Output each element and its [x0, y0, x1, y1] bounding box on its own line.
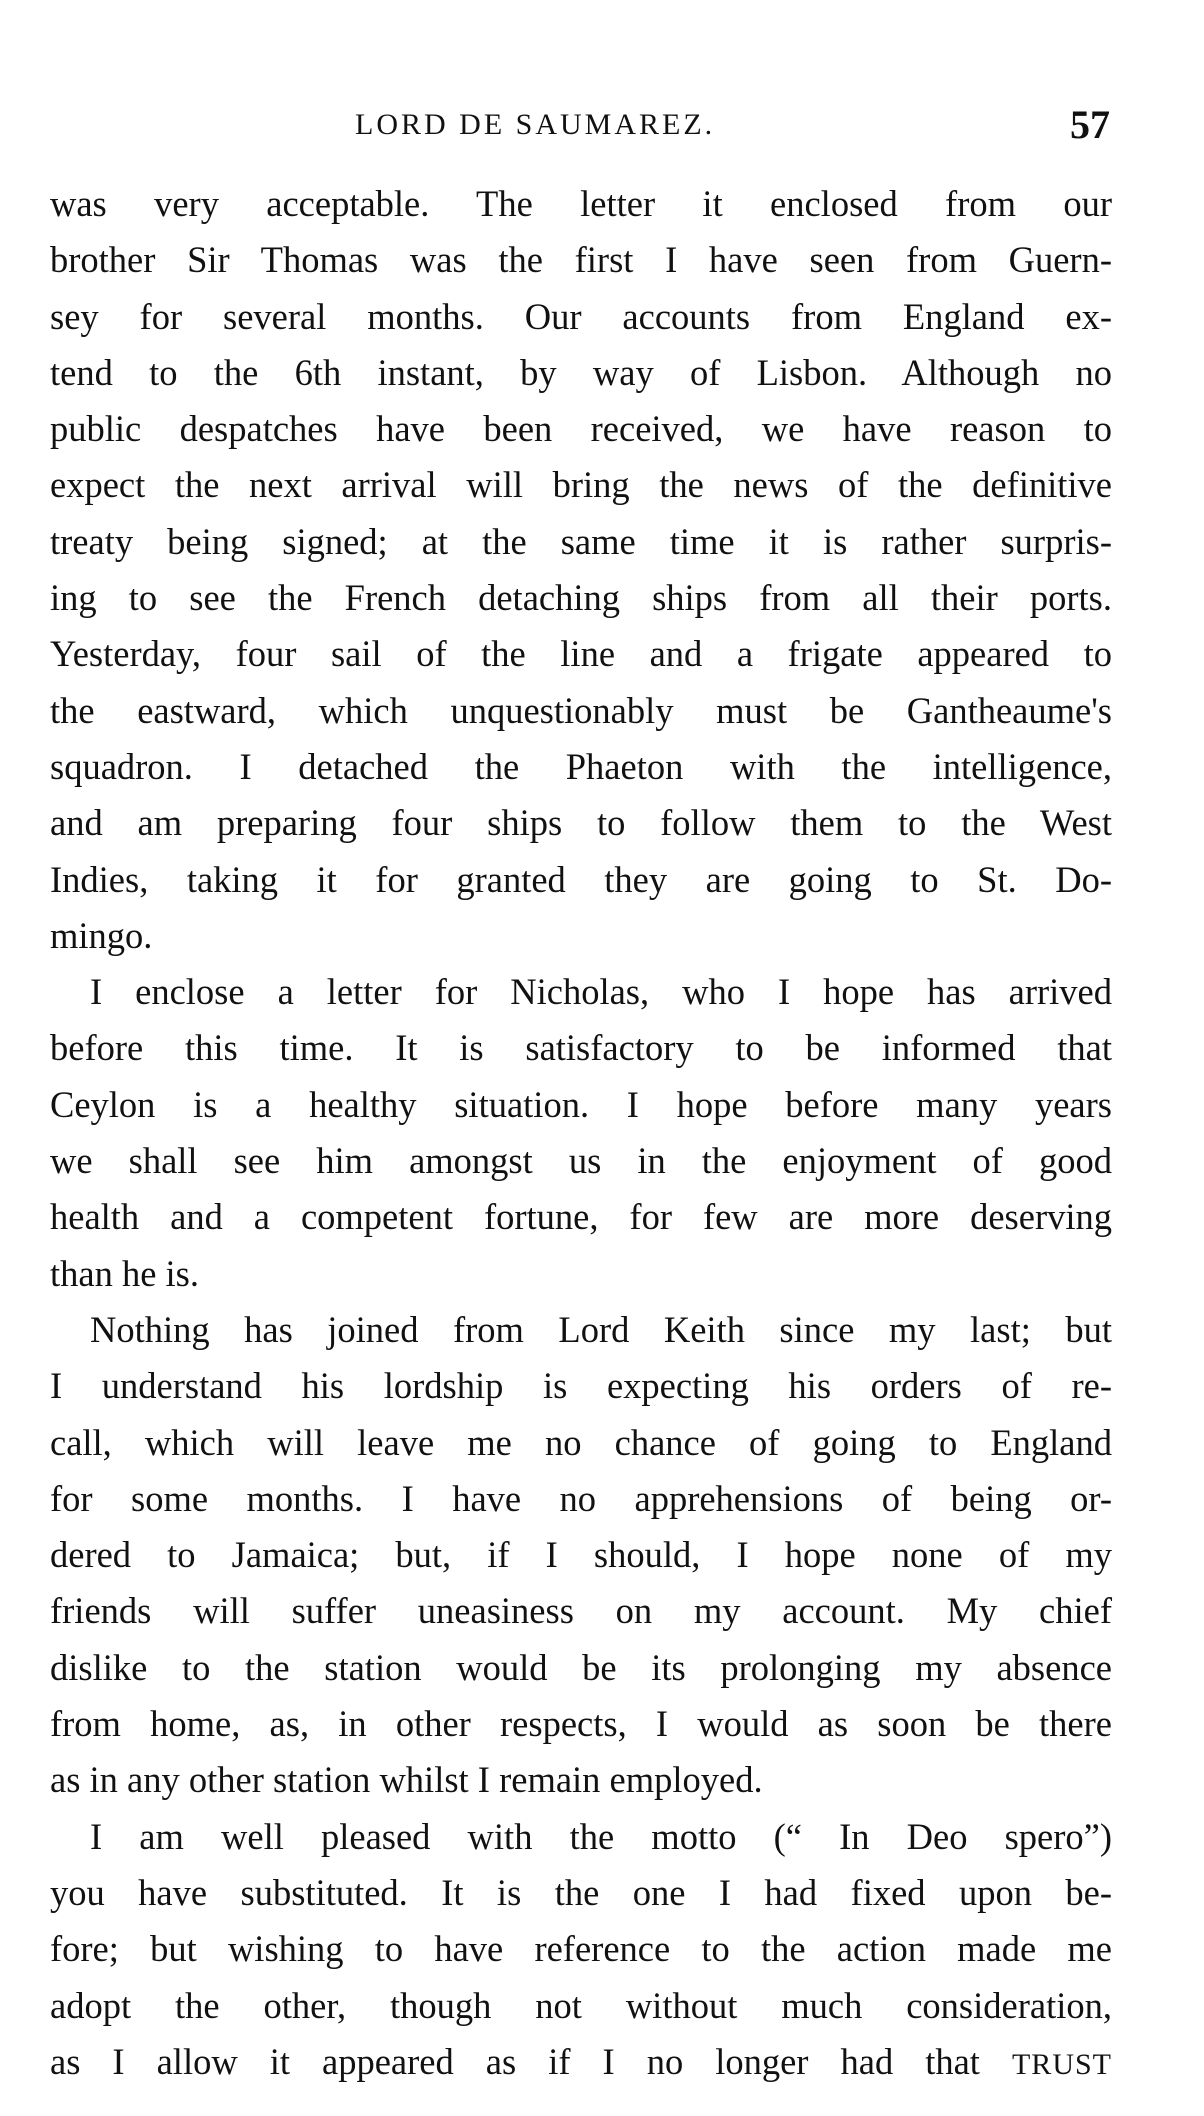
text-line: as in any other station whilst I remain employed.: [50, 1759, 763, 1801]
running-head: LORD DE SAUMAREZ.: [355, 108, 716, 141]
text-line: we shall see him amongst us in the enjoyment of good: [50, 1140, 1112, 1182]
text-line: Nothing has joined from Lord Keith since my last; but: [90, 1308, 1112, 1350]
page-header: [50, 100, 1110, 150]
text-line: health and a competent fortune, for few are more deserving: [50, 1196, 1112, 1238]
text-line: I enclose a letter for Nicholas, who I hope has arrived: [90, 971, 1112, 1013]
text-line: Yesterday, four sail of the line and a frigate appeared to: [50, 633, 1112, 675]
text-line: Indies, taking it for granted they are going to St. Do-: [50, 858, 1112, 900]
text-line: for some months. I have no apprehensions of being or-: [50, 1477, 1112, 1519]
page-number: 57: [1070, 102, 1110, 147]
text-line: the eastward, which unquestionably must be Gantheaume's: [50, 689, 1112, 731]
text-line: I am well pleased with the motto (“ In Deo spero”): [90, 1815, 1112, 1857]
paragraph-1: [50, 176, 1112, 964]
text-line: from home, as, in other respects, I would as soon be there: [50, 1703, 1112, 1745]
text-line: adopt the other, though not without much consideration,: [50, 1984, 1112, 2026]
text-line: dislike to the station would be its prolonging my absence: [50, 1646, 1112, 1688]
text-line: I understand his lordship is expecting his orders of re-: [50, 1365, 1112, 1407]
text-line: expect the next arrival will bring the news of the definitive: [50, 464, 1112, 506]
text-line: tend to the 6th instant, by way of Lisbon. Although no: [50, 351, 1112, 393]
text-line: fore; but wishing to have reference to the action made me: [50, 1928, 1112, 1970]
text-line: ing to see the French detaching ships from all their ports.: [50, 577, 1112, 619]
paragraph-3: [50, 1302, 1112, 1809]
paragraph-4: [50, 1809, 1112, 2090]
text-line: before this time. It is satisfactory to be informed that: [50, 1027, 1112, 1069]
text-line-with-catchword: [50, 2034, 1112, 2090]
text-line: brother Sir Thomas was the first I have seen from Guern-: [50, 239, 1112, 281]
text-line: than he is.: [50, 1252, 200, 1294]
text-line: treaty being signed; at the same time it is rather surpris-: [50, 520, 1112, 562]
text-line: call, which will leave me no chance of going to England: [50, 1421, 1112, 1463]
text-line: public despatches have been received, we have reason to: [50, 408, 1112, 450]
text-line: was very acceptable. The letter it enclosed from our: [50, 183, 1112, 224]
text-line: you have substituted. It is the one I had fixed upon be-: [50, 1871, 1112, 1913]
text-line: mingo.: [50, 914, 153, 956]
catchword: TRUST: [1011, 2047, 1112, 2081]
body-text: [50, 176, 1112, 2090]
text-line: squadron. I detached the Phaeton with the intelligence,: [50, 745, 1112, 787]
text-fragment: as I allow it appeared as if I no longer had that: [50, 2040, 980, 2082]
text-line: sey for several months. Our accounts from England ex-: [50, 295, 1112, 337]
text-line: Ceylon is a healthy situation. I hope before many years: [50, 1083, 1112, 1125]
text-line: friends will suffer uneasiness on my account. My chief: [50, 1590, 1112, 1632]
text-line: dered to Jamaica; but, if I should, I hope none of my: [50, 1534, 1112, 1576]
paragraph-2: [50, 964, 1112, 1302]
text-line: and am preparing four ships to follow them to the West: [50, 802, 1112, 844]
